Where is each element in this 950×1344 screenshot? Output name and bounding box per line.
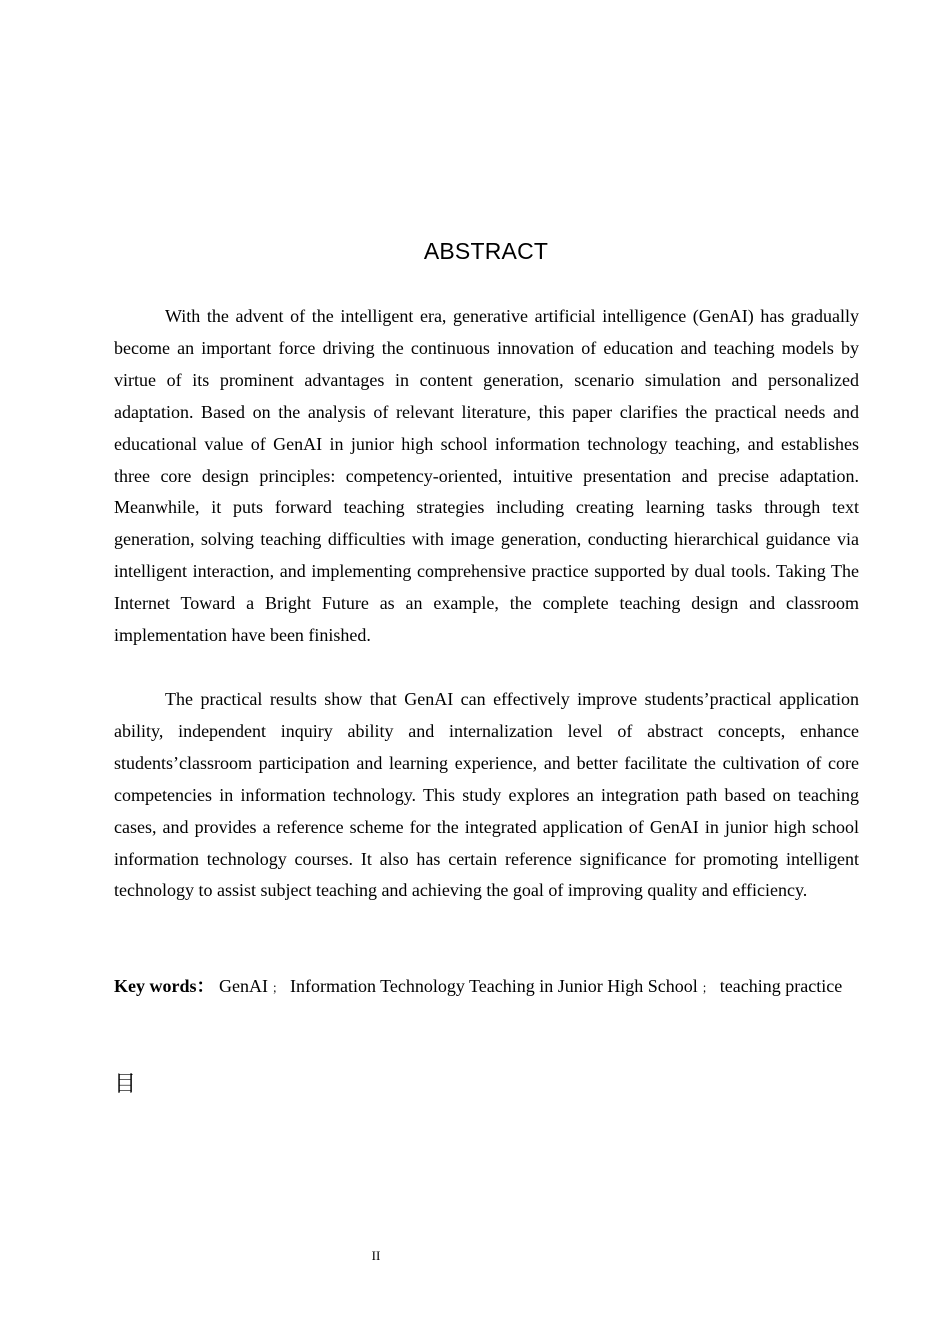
keywords-label: Key words： — [114, 976, 215, 996]
keyword-item: Information Technology Teaching in Junior High School — [290, 976, 698, 996]
keywords-line — [114, 971, 859, 1005]
abstract-paragraph-1: With the advent of the intelligent era, generative artificial intelligence (GenAI) has gradually become an important force driving the continuous innovation of education and teaching models by virtue of its prominent advantages in content generation, scenario simulation and personalized adaptation. Based on the analysis of relevant literature, this paper clarifies the practical needs and educational value of GenAI in junior high school information technology teaching, and establishes three core design principles: competency-oriented, intuitive presentation and precise adaptation. Meanwhile, it puts forward teaching strategies including creating learning tasks through text generation, solving teaching difficulties with image generation, conducting hierarchical guidance via intelligent interaction, and implementing comprehensive practice supported by dual tools. Taking The Internet Toward a Bright Future as an example, the complete teaching design and classroom implementation have been finished. — [114, 306, 859, 646]
keyword-separator: ； — [271, 981, 284, 995]
keyword-item: GenAI — [219, 976, 268, 996]
abstract-heading: ABSTRACT — [423, 238, 549, 264]
toc-heading: 目 — [114, 1072, 137, 1097]
keyword-separator: ； — [701, 981, 714, 995]
keyword-item: teaching practice — [719, 976, 843, 996]
page-number: II — [371, 1248, 381, 1263]
abstract-paragraph-2: The practical results show that GenAI can effectively improve students’practical application ability, independent inquiry ability and internalization level of abstract concepts, enhance students’classroom participation and learning experience, and better facilitate the cultivation of core competencies in information technology. This study explores an integration path based on teaching cases, and provides a reference scheme for the integrated application of GenAI in junior high school information technology courses. It also has certain reference significance for promoting intelligent technology to assist subject teaching and achieving the goal of improving quality and efficiency. — [114, 689, 859, 901]
